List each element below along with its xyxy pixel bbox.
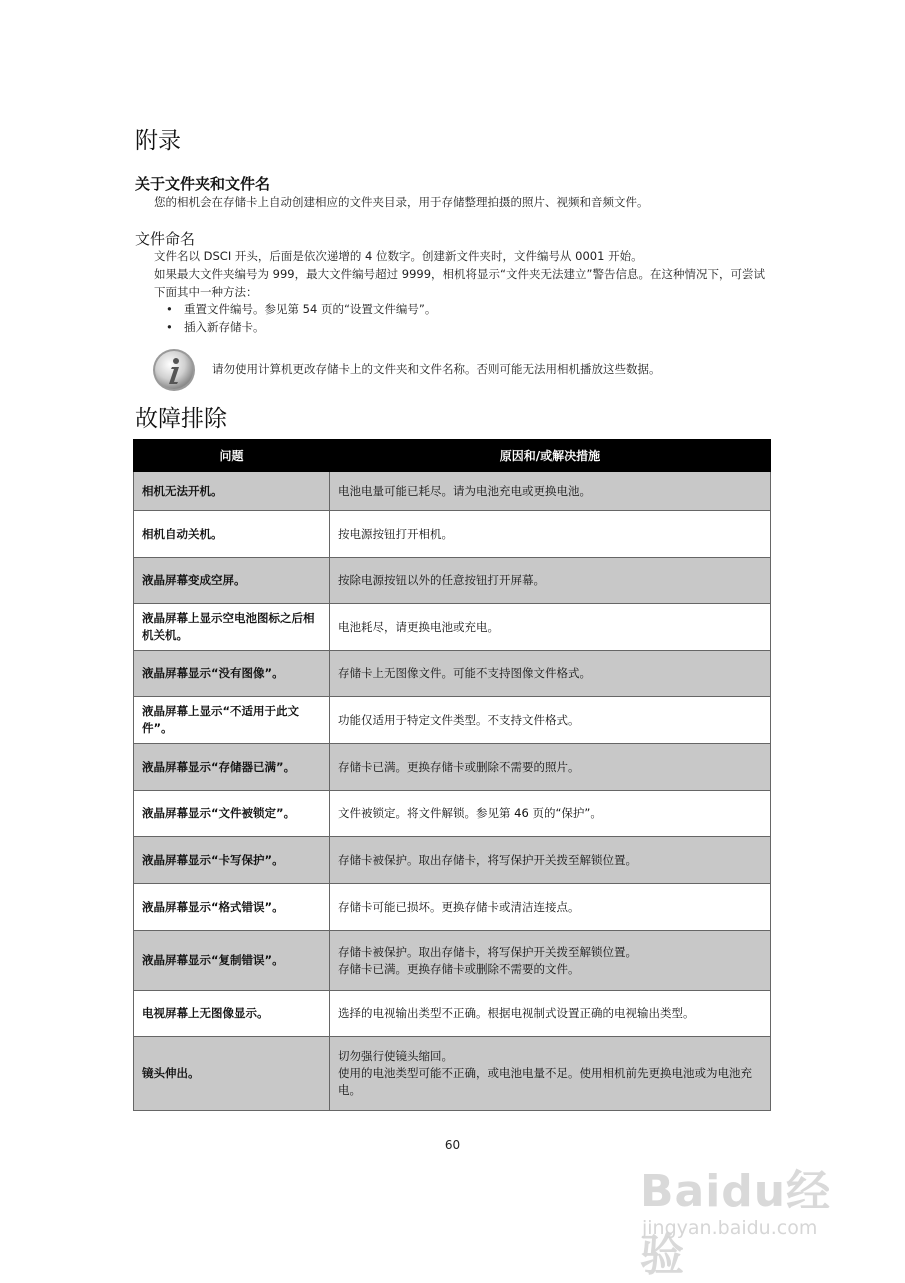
solution-cell (330, 511, 771, 558)
solution-line: 存储卡已满。更换存储卡或删除不需要的文件。 (338, 961, 580, 976)
troubleshooting-table (133, 439, 771, 1111)
naming-bullet-list (166, 300, 436, 336)
naming-line-2: 如果最大文件夹编号为 999，最大文件编号超过 9999，相机将显示“文件夹无法建立”警告信息。在这种情况下，可尝试下面其中一种方法： (154, 267, 765, 299)
solution-cell (330, 991, 771, 1037)
solution-cell (330, 744, 771, 791)
problem-cell: 相机自动关机。 (134, 511, 330, 558)
table-row (134, 511, 771, 558)
solution-line: 存储卡被保护。取出存储卡，将写保护开关拨至解锁位置。 (338, 852, 637, 867)
problem-cell: 相机无法开机。 (134, 472, 330, 511)
baidu-watermark (640, 1145, 870, 1281)
solution-cell (330, 604, 771, 651)
problem-cell: 液晶屏幕显示“格式错误”。 (134, 884, 330, 931)
solution-cell (330, 837, 771, 884)
solution-line: 选择的电视输出类型不正确。根据电视制式设置正确的电视输出类型。 (338, 1006, 695, 1020)
note-text: 请勿使用计算机更改存储卡上的文件夹和文件名称。否则可能无法用相机播放这些数据。 (212, 362, 661, 376)
solution-cell (330, 1037, 771, 1111)
problem-cell: 液晶屏幕上显示“不适用于此文件”。 (134, 697, 330, 744)
folders-heading: 关于文件夹和文件名 (135, 175, 271, 193)
header-problem: 问题 (134, 440, 330, 472)
troubleshooting-title: 故障排除 (135, 406, 227, 432)
solution-line: 存储卡已满。更换存储卡或删除不需要的照片。 (338, 759, 580, 774)
note-box (152, 346, 792, 396)
problem-cell: 液晶屏幕上显示空电池图标之后相机关机。 (134, 604, 330, 651)
problem-cell: 液晶屏幕显示“文件被锁定”。 (134, 791, 330, 837)
info-icon (152, 348, 196, 392)
appendix-title: 附录 (135, 128, 181, 154)
table-row (134, 604, 771, 651)
problem-cell: 液晶屏幕显示“卡写保护”。 (134, 837, 330, 884)
solution-line: 存储卡可能已损坏。更换存储卡或清洁连接点。 (338, 899, 580, 914)
table-header-row (134, 440, 771, 472)
table-row (134, 651, 771, 697)
solution-line: 功能仅适用于特定文件类型。不支持文件格式。 (338, 712, 580, 727)
problem-cell: 液晶屏幕显示“没有图像”。 (134, 651, 330, 697)
bullet-item: • 插入新存储卡。 (166, 318, 436, 336)
problem-cell: 电视屏幕上无图像显示。 (134, 991, 330, 1037)
naming-line-1: 文件名以 DSCI 开头，后面是依次递增的 4 位数字。创建新文件夹时，文件编号从 0001 开始。 (154, 249, 643, 263)
problem-cell: 液晶屏幕显示“复制错误”。 (134, 931, 330, 991)
solution-cell (330, 791, 771, 837)
solution-cell (330, 558, 771, 604)
table-row (134, 991, 771, 1037)
table-row (134, 697, 771, 744)
solution-cell (330, 931, 771, 991)
solution-cell (330, 651, 771, 697)
page-number: 60 (444, 1138, 461, 1152)
solution-line: 按电源按钮打开相机。 (338, 526, 453, 541)
watermark-url: jingyan.baidu.com (642, 1217, 818, 1239)
table-row (134, 744, 771, 791)
solution-cell (330, 697, 771, 744)
table-row (134, 472, 771, 511)
problem-cell: 液晶屏幕显示“存储器已满”。 (134, 744, 330, 791)
bullet-item: • 重置文件编号。参见第 54 页的“设置文件编号”。 (166, 300, 436, 318)
table-row (134, 1037, 771, 1111)
solution-line: 按除电源按钮以外的任意按钮打开屏幕。 (338, 573, 545, 587)
table-row (134, 884, 771, 931)
header-solution: 原因和/或解决措施 (330, 440, 771, 472)
solution-cell (330, 884, 771, 931)
solution-line: 使用的电池类型可能不正确，或电池电量不足。使用相机前先更换电池或为电池充电。 (338, 1066, 752, 1097)
solution-line: 存储卡上无图像文件。可能不支持图像文件格式。 (338, 666, 591, 680)
table-row (134, 931, 771, 991)
problem-cell: 液晶屏幕变成空屏。 (134, 558, 330, 604)
table-row (134, 558, 771, 604)
solution-line: 文件被锁定。将文件解锁。参见第 46 页的“保护”。 (338, 806, 602, 820)
naming-heading: 文件命名 (135, 230, 196, 248)
table-row (134, 837, 771, 884)
solution-cell (330, 472, 771, 511)
folders-text: 您的相机会在存储卡上自动创建相应的文件夹目录，用于存储整理拍摄的照片、视频和音频文件。 (154, 195, 649, 209)
watermark-logo: Baidu经验 (640, 1166, 832, 1281)
table-row (134, 791, 771, 837)
problem-cell: 镜头伸出。 (134, 1037, 330, 1111)
solution-line: 电池耗尽，请更换电池或充电。 (338, 619, 499, 634)
solution-line: 存储卡被保护。取出存储卡，将写保护开关拨至解锁位置。 (338, 944, 637, 959)
solution-line: 电池电量可能已耗尽。请为电池充电或更换电池。 (338, 483, 591, 498)
solution-line: 切勿强行使镜头缩回。 (338, 1049, 453, 1063)
